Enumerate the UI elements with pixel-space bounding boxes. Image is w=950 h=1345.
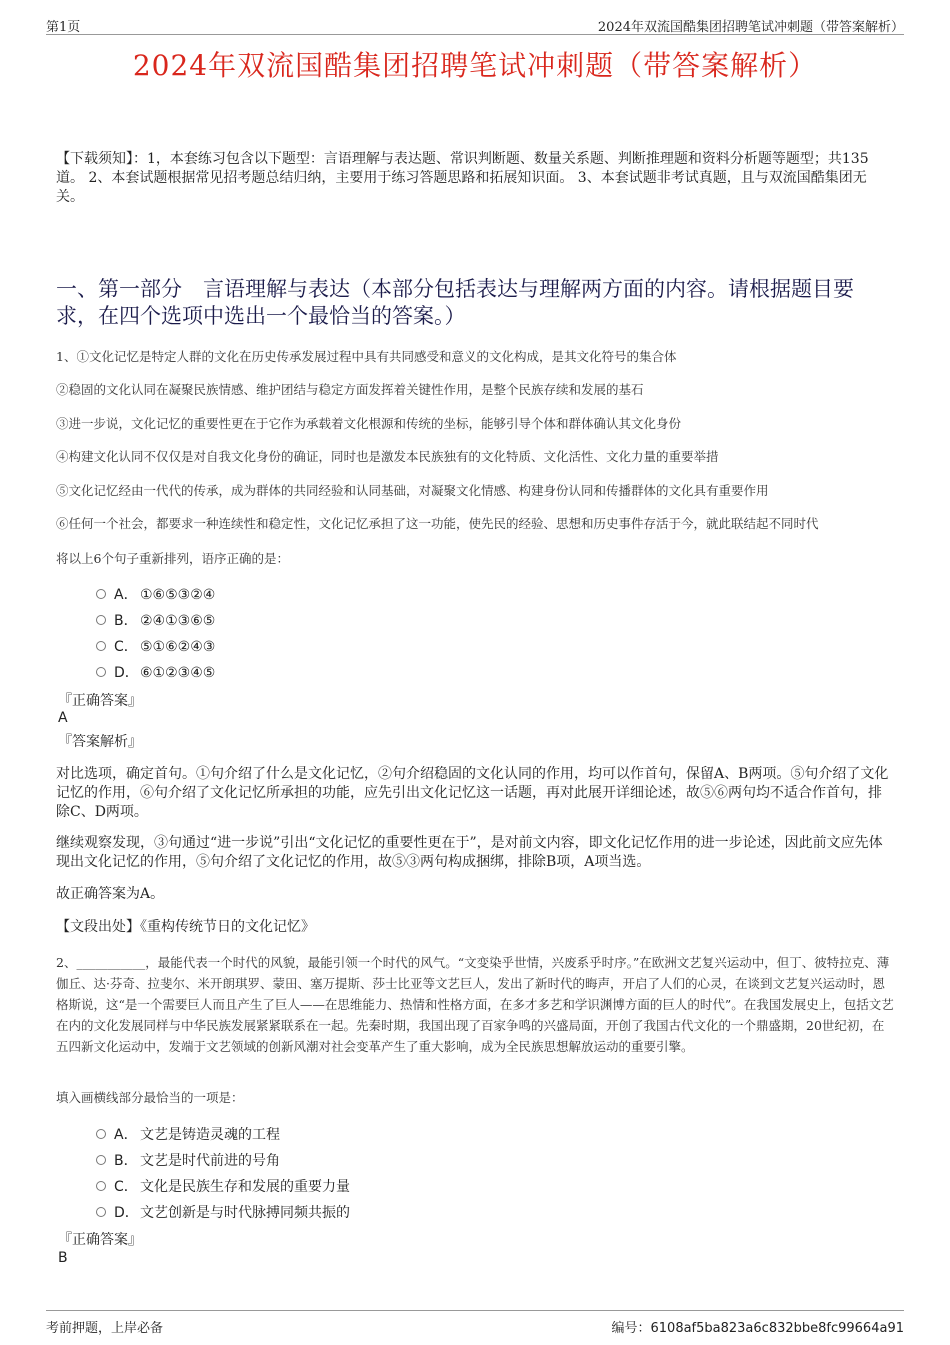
q1-option-b[interactable]: B． ②④①③⑥⑤ <box>96 610 215 630</box>
q2-answer-label: 『正确答案』 <box>58 1232 142 1248</box>
radio-icon[interactable] <box>96 615 106 625</box>
section-title: 一、第一部分 言语理解与表达（本部分包括表达与理解两方面的内容。请根据题目要求，在四个选项中选出一个最恰当的答案。） <box>56 277 854 328</box>
q1-analysis-label: 『答案解析』 <box>58 734 142 750</box>
q1-answer-label: 『正确答案』 <box>58 693 142 709</box>
q1-line-1: 1、①文化记忆是特定人群的文化在历史传承发展过程中具有共同感受和意义的文化构成，是其文化符号的集合体 <box>56 349 677 364</box>
q1-prompt: 将以上6个句子重新排列，语序正确的是： <box>56 551 289 566</box>
q2-option-c[interactable]: C． 文化是民族生存和发展的重要力量 <box>96 1176 350 1196</box>
radio-icon[interactable] <box>96 1129 106 1139</box>
page-footer <box>46 1310 904 1335</box>
q1-line-5: ⑤文化记忆经由一代代的传承，成为群体的共同经验和认同基础，对凝聚文化情感、构建身份认同和传播群体的文化具有重要作用 <box>56 483 769 498</box>
footer-slogan: 考前押题，上岸必备 <box>46 1321 164 1336</box>
q2-stem: 2、___________，最能代表一个时代的风貌，最能引领一个时代的风气。“文变染乎世情，兴废系乎时序。”在欧洲文艺复兴运动中，但丁、彼特拉克、薄伽丘、达·芬奇、拉斐尔、米开朗琪罗、蒙田、塞万提斯、莎士比亚等文艺巨人，发出了新时代的晦声，开启了人们的心灵，在谈到文艺复兴运动时，恩格斯说，这“是一个需要巨人而且产生了巨人——在思维能力、热情和性格方面，在多才多艺和学识渊博方面的巨人的时代”。在我国发展史上，包括文艺在内的文化发展同样与中华民族发展紧紧联系在一起。先秦时期，我国出现了百家争鸣的兴盛局面，开创了我国古代文化的一个鼎盛期，20世纪初，在五四新文化运动中，发端于文艺领域的创新风潮对社会变革产生了重大影响，成为全民族思想解放运动的重要引擎。 <box>56 955 894 1054</box>
q1-analysis-p3: 故正确答案为A。 <box>56 886 165 902</box>
q2-option-a[interactable]: A． 文艺是铸造灵魂的工程 <box>96 1124 280 1144</box>
q1-line-2: ②稳固的文化认同在凝聚民族情感、维护团结与稳定方面发挥着关键性作用，是整个民族存续和发展的基石 <box>56 382 644 397</box>
q1-answer: A <box>58 710 68 726</box>
document-id: 编号：6108af5ba823a6c832bbe8fc99664a91 <box>611 1321 904 1336</box>
radio-icon[interactable] <box>96 1181 106 1191</box>
download-notice: 【下载须知】：1，本套练习包含以下题型：言语理解与表达题、常识判断题、数量关系题、判断推理题和资料分析题等题型；共135道。 2、本套试题根据常见招考题总结归纳，主要用于练习答题思路和拓展知识面。 3、本套试题非考试真题，且与双流国酷集团无关。 <box>56 151 869 205</box>
radio-icon[interactable] <box>96 641 106 651</box>
q1-source: 【文段出处】《重构传统节日的文化记忆》 <box>56 919 315 935</box>
radio-icon[interactable] <box>96 1207 106 1217</box>
page-number: 第1页 <box>46 20 81 35</box>
radio-icon[interactable] <box>96 1155 106 1165</box>
q2-answer: B <box>58 1250 68 1266</box>
q2-prompt: 填入画横线部分最恰当的一项是： <box>56 1090 244 1105</box>
q2-option-d[interactable]: D．文艺创新是与时代脉搏同频共振的 <box>96 1202 350 1222</box>
document-title: 2024年双流国酷集团招聘笔试冲刺题（带答案解析） <box>132 49 818 82</box>
q1-option-c[interactable]: C． ⑤①⑥②④③ <box>96 636 215 656</box>
q1-line-6: ⑥任何一个社会，都要求一种连续性和稳定性，文化记忆承担了这一功能，使先民的经验、思想和历史事件存活于今，就此联结起不同时代 <box>56 516 819 531</box>
q1-analysis-p1: 对比选项，确定首句。①句介绍了什么是文化记忆，②句介绍稳固的文化认同的作用，均可以作首句，保留A、B两项。⑤句介绍了文化记忆的作用，⑥句介绍了文化记忆所承担的功能，应先引出文化记忆这一话题，再对此展开详细论述，故⑤⑥两句均不适合作首句，排除C、D两项。 <box>56 766 889 820</box>
radio-icon[interactable] <box>96 667 106 677</box>
q1-option-d[interactable]: D．⑥①②③④⑤ <box>96 662 215 682</box>
q1-option-a[interactable]: A． ①⑥⑤③②④ <box>96 584 215 604</box>
header-title: 2024年双流国酷集团招聘笔试冲刺题（带答案解析） <box>597 20 904 35</box>
q1-analysis-p2: 继续观察发现，③句通过“进一步说”引出“文化记忆的重要性更在于”，是对前文内容，即文化记忆作用的进一步论述，因此前文应先体现出文化记忆的作用，⑤句介绍了文化记忆的作用，故⑤③两句构成捆绑，排除B项，A项当选。 <box>56 835 883 870</box>
q1-line-3: ③进一步说，文化记忆的重要性更在于它作为承载着文化根源和传统的坐标，能够引导个体和群体确认其文化身份 <box>56 416 682 431</box>
page-header <box>46 14 904 35</box>
q2-option-b[interactable]: B． 文艺是时代前进的号角 <box>96 1150 280 1170</box>
radio-icon[interactable] <box>96 589 106 599</box>
q1-line-4: ④构建文化认同不仅仅是对自我文化身份的确证，同时也是激发本民族独有的文化特质、文化活性、文化力量的重要举措 <box>56 449 719 464</box>
